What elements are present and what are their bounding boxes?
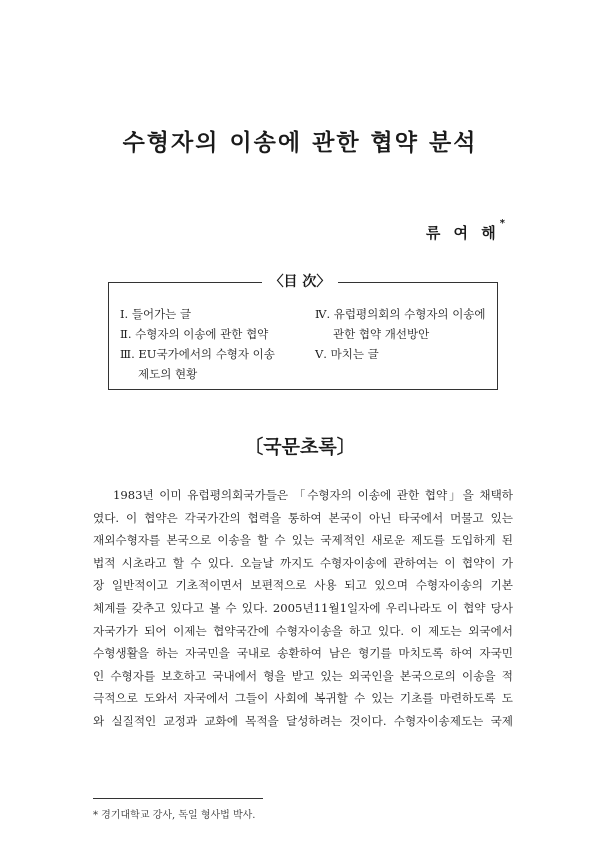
abstract-line: 인 수형자를 보호하고 국내에서 형을 받고 있는 외국인을 본국으로의 이송을 적 (93, 668, 513, 683)
toc-item: Ⅲ. EU국가에서의 수형자 이송 (120, 347, 275, 361)
author-name-text: 류 여 해 (425, 224, 500, 242)
paper-title: 수형자의 이송에 관한 협약 분석 (122, 130, 478, 156)
abstract-line: 장 일반적이고 기초적이면서 보편적으로 사용 되고 있으며 수형자이송의 기본 (93, 578, 513, 593)
abstract-line: 재외수형자를 본국으로 이송을 할 수 있는 국제적인 새로운 제도를 도입하게 된 (93, 533, 513, 548)
author-footnote-mark: * (499, 218, 505, 229)
toc-item-continuation: 제도의 현황 (138, 367, 198, 381)
abstract-line: 1983년 이미 유럽평의회국가들은 「수형자의 이송에 관한 협약」을 채택하 (113, 488, 513, 502)
abstract-line: 와 실질적인 교정과 교화에 목적을 달성하려는 것이다. 수형자이송제도는 국제 (93, 713, 513, 728)
abstract-line: 자국가가 되어 이제는 협약국간에 수형자이송을 하고 있다. 이 제도는 외국에서 (93, 623, 513, 638)
abstract-line: 극적으로 도와서 자국에서 그들이 사회에 복귀할 수 있는 기초를 마련하도록 도 (93, 691, 513, 706)
abstract-heading: 〔국문초록〕 (244, 436, 356, 458)
toc-item: Ⅱ. 수형자의 이송에 관한 협약 (120, 327, 269, 341)
abstract-body (93, 484, 513, 733)
toc-item: Ⅳ. 유럽평의회의 수형자의 이송에 (315, 307, 486, 321)
footnote-divider (93, 798, 263, 799)
abstract-line: 였다. 이 협약은 각국가간의 협력을 통하여 본국이 아닌 타국에서 머물고 있는 (93, 510, 513, 525)
toc-right-column (315, 304, 495, 364)
toc-item-continuation: 관한 협약 개선방안 (333, 327, 430, 341)
toc-item: Ⅴ. 마치는 글 (315, 347, 379, 361)
toc-heading-text: 〈目 次〉 (262, 274, 339, 290)
abstract-line: 수형생활을 하는 자국민을 국내로 송환하여 남은 형기를 마치도록 하여 자국민 (93, 646, 513, 661)
abstract-line: 법적 시초라고 할 수 있다. 오늘날 까지도 수형자이송에 관하여는 이 협약이 가 (93, 555, 513, 570)
footnote: * 경기대학교 강사, 독일 형사법 박사. (93, 810, 256, 821)
toc-item: Ⅰ. 들어가는 글 (120, 307, 192, 321)
author-name (425, 218, 505, 243)
toc-left-column (120, 304, 305, 384)
toc-heading (0, 271, 600, 291)
abstract-line: 체계를 갖추고 있다고 볼 수 있다. 2005년11월1일자에 우리나라도 이 협약 당사 (93, 600, 513, 615)
